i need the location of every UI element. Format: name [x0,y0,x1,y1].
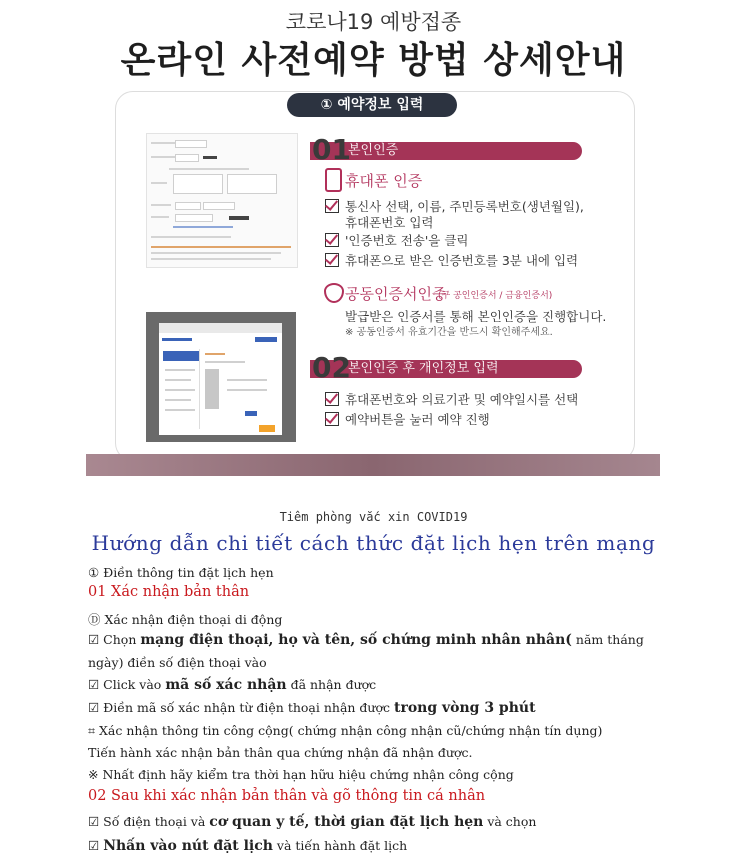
cert-auth-note: (구 공인인증서 / 금융인증서) [438,291,553,301]
cert-sub: ※ 공동인증서 유효기간을 반드시 확인해주세요. [345,327,553,338]
step1-number: 01 [312,133,351,166]
phone-item-2: '인증번호 전송'을 클릭 [325,233,625,249]
phone-item-3: 휴대폰으로 받은 인증번호를 3분 내에 입력 [325,253,625,269]
vn-step2-heading: 02 Sau khi xác nhận bản thân và gõ thông tin cá nhân [88,788,486,804]
vn-title: Hướng dẫn chi tiết cách thức đặt lịch hẹn trên mạng [91,531,656,555]
vn-top-line: Tiêm phòng vắc xin COVID19 [279,510,468,524]
phone-auth-heading: 휴대폰 인증 [345,172,423,190]
vn-line-12: ☑ Số điện thoại và cơ quan y tế, thời gian đặt lịch hẹn và chọn [88,814,537,830]
poster-title: 온라인 사전예약 방법 상세안내 [120,40,627,81]
poster-bottom-bar [86,454,660,476]
step2-number: 02 [312,351,351,384]
vn-line-10: ※ Nhất định hãy kiểm tra thời hạn hữu hiệu chứng nhận công cộng [88,767,514,782]
poster-subtitle: 코로나19 예방접종 [285,10,462,34]
vn-line-13: ☑ Nhấn vào nút đặt lịch và tiến hành đặt lịch [88,838,408,854]
vn-line-7: ☑ Điền mã số xác nhận từ điện thoại nhận được trong vòng 3 phút [88,700,536,716]
cert-auth-heading: 공동인증서인증 [345,285,447,303]
vn-line-3: Ⓓ Xác nhận điện thoại di động [88,612,283,627]
vn-line-1: ① Điền thông tin đặt lịch hẹn [88,565,274,580]
phone-item-1b: 휴대폰번호 입력 [345,215,434,230]
check-icon [325,412,339,426]
vn-step1-heading: 01 Xác nhận bản thân [88,584,250,600]
step2-item-1: 휴대폰번호와 의료기관 및 예약일시를 선택 [325,392,625,408]
step2-label: 본인인증 후 개인정보 입력 [348,361,499,376]
step2-item-2: 예약버튼을 눌러 예약 진행 [325,412,625,428]
phone-item-1: 통신사 선택, 이름, 주민등록번호(생년월일), [325,199,625,215]
vn-line-9: Tiến hành xác nhận bản thân qua chứng nhận đã nhận được. [88,745,473,760]
vn-line-6: ☑ Click vào mã số xác nhận đã nhận được [88,677,377,693]
form-screenshot [146,133,298,268]
check-icon [325,199,339,213]
check-icon [325,233,339,247]
cert-text: 발급받은 인증서를 통해 본인인증을 진행합니다. [345,309,607,324]
modal-screenshot [146,312,296,442]
vn-line-8: ⌗ Xác nhận thông tin công cộng( chứng nhận công nhận cũ/chứng nhận tín dụng) [88,723,603,738]
check-icon [325,253,339,267]
section-pill: ① 예약정보 입력 [287,93,457,117]
step1-label: 본인인증 [348,143,399,158]
vn-line-4: ☑ Chọn mạng điện thoại, họ và tên, số chứng minh nhân nhân( năm tháng [88,632,644,648]
phone-icon [325,168,342,192]
vn-line-5: ngày) điền số điện thoại vào [88,655,267,670]
check-icon [325,392,339,406]
